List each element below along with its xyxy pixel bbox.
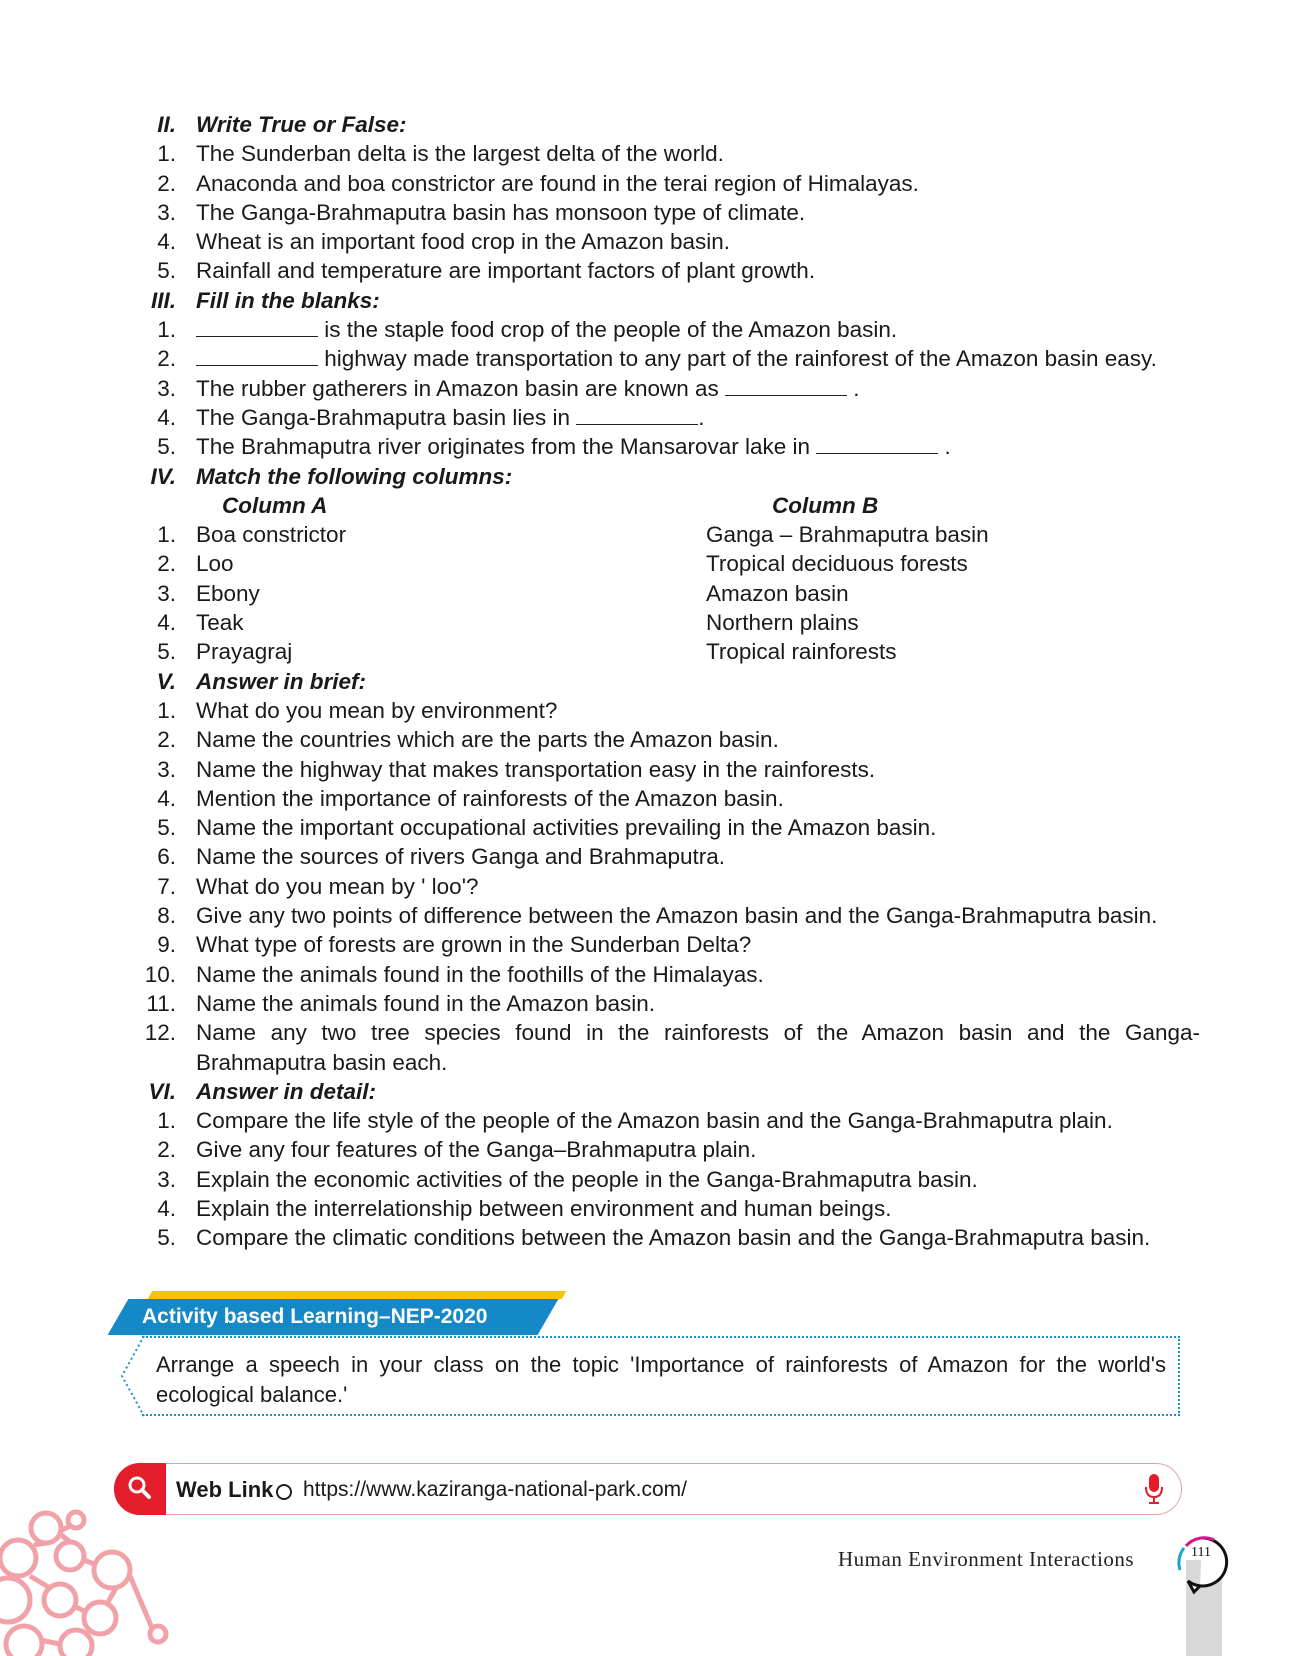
table-row: 4. Teak Northern plains (157, 610, 859, 636)
list-item: 1. is the staple food crop of the people of the Amazon basin. (157, 317, 898, 343)
section-heading-detail (120, 1077, 1200, 1106)
blank-line (816, 433, 938, 454)
list-item: 12. Name any two tree species found in the rainforests of the Amazon basin and the Ganga-Brahmaputra basin each. (144, 1020, 1200, 1075)
section-numeral: VI. (148, 1078, 176, 1104)
activity-accent-stripe (148, 1291, 567, 1299)
table-row: 5. Prayagraj Tropical rainforests (157, 639, 897, 665)
section-title: Write True or False: (196, 112, 407, 137)
exercise-content (120, 110, 1200, 1253)
list-item: 4. Explain the interrelationship between environment and human beings. (157, 1195, 892, 1221)
list-item: 2. Name the countries which are the parts the Amazon basin. (157, 727, 779, 753)
list-item: 5. Name the important occupational activities prevailing in the Amazon basin. (157, 815, 937, 841)
list-item: 8. Give any two points of difference between the Amazon basin and the Ganga-Brahmaputra basin. (157, 903, 1158, 929)
list-item: 1. What do you mean by environment? (157, 697, 558, 723)
section-numeral: IV. (150, 463, 176, 489)
web-link-label: Web Link (176, 1477, 274, 1502)
section-title: Answer in detail: (196, 1078, 377, 1104)
section-title: Match the following columns: (196, 463, 513, 489)
blank-line (196, 345, 318, 366)
table-row: 3. Ebony Amazon basin (157, 580, 849, 606)
list-item: 6. Name the sources of rivers Ganga and Brahmaputra. (157, 844, 726, 870)
list-item: 2. Give any four features of the Ganga–Brahmaputra plain. (157, 1137, 757, 1163)
column-a-header: Column A (222, 492, 328, 518)
list-item: 2. highway made transportation to any part of the rainforest of the Amazon basin easy. (157, 346, 1157, 372)
section-numeral: V. (156, 668, 176, 694)
section-heading-match (120, 462, 1200, 491)
section-title: Answer in brief: (196, 668, 367, 694)
list-item: 3. Name the highway that makes transportation easy in the rainforests. (157, 756, 876, 782)
activity-text: Arrange a speech in your class on the topic 'Importance of rainforests of Amazon for the world's ecological balance.' (156, 1352, 1166, 1407)
list-item: 4. Mention the importance of rainforests of the Amazon basin. (157, 785, 784, 811)
decorative-circles (0, 1500, 180, 1656)
bullet-circle-icon (276, 1484, 292, 1500)
list-item: 10. Name the animals found in the foothills of the Himalayas. (144, 961, 764, 987)
list-item: 1. Compare the life style of the people of the Amazon basin and the Ganga-Brahmaputra plain. (157, 1108, 1113, 1134)
blank-line (196, 316, 318, 337)
list-item: 11. Name the animals found in the Amazon basin. (146, 990, 656, 1016)
section-numeral: II. (157, 112, 176, 137)
section-heading-true-false (120, 110, 1200, 139)
section-heading-fill-blanks (120, 286, 1200, 315)
list-item: 4. Wheat is an important food crop in the Amazon basin. (157, 229, 731, 255)
list-item: 3. The rubber gatherers in Amazon basin are known as . (157, 375, 860, 401)
list-item: 5. Rainfall and temperature are important factors of plant growth. (157, 258, 816, 284)
blank-line (725, 375, 847, 396)
match-column-headers (120, 491, 1200, 520)
list-item: 1. The Sunderban delta is the largest delta of the world. (157, 141, 724, 167)
table-row: 1. Boa constrictor Ganga – Brahmaputra basin (157, 522, 989, 548)
table-row: 2. Loo Tropical deciduous forests (157, 551, 968, 577)
list-item: 7. What do you mean by ' loo'? (157, 873, 479, 899)
microphone-icon[interactable] (1144, 1473, 1164, 1505)
web-link-search-button[interactable] (114, 1463, 166, 1515)
list-item: 3. The Ganga-Brahmaputra basin has monsoon type of climate. (157, 199, 806, 225)
web-link-url[interactable]: https://www.kaziranga-national-park.com/ (303, 1478, 687, 1501)
column-b-header: Column B (772, 492, 879, 518)
list-item: 5. The Brahmaputra river originates from the Mansarovar lake in . (157, 434, 951, 460)
blank-line (576, 404, 698, 425)
section-title: Fill in the blanks: (196, 287, 380, 313)
list-item: 9. What type of forests are grown in the Sunderban Delta? (157, 932, 752, 958)
list-item: 2. Anaconda and boa constrictor are found in the terai region of Himalayas. (157, 170, 919, 196)
search-icon (114, 1463, 166, 1515)
activity-title: Activity based Learning–NEP-2020 (142, 1305, 488, 1328)
section-numeral: III. (150, 287, 176, 313)
page-number: 111 (1191, 1545, 1211, 1560)
section-heading-brief (120, 667, 1200, 696)
chapter-title: Human Environment Interactions (838, 1547, 1135, 1571)
list-item: 3. Explain the economic activities of the people in the Ganga-Brahmaputra basin. (157, 1166, 978, 1192)
list-item: 4. The Ganga-Brahmaputra basin lies in . (157, 404, 705, 430)
list-item: 5. Compare the climatic conditions between the Amazon basin and the Ganga-Brahmaputra basin. (157, 1225, 1151, 1251)
